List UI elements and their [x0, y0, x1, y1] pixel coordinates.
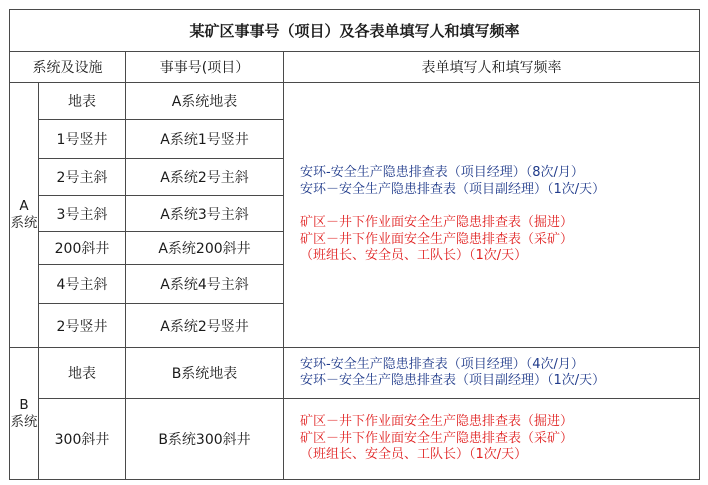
facility-cell: 4号主斜 [39, 265, 126, 304]
item-cell: A系统200斜井 [126, 232, 284, 265]
item-cell: A系统4号主斜 [126, 265, 284, 304]
desc-line: 安环-安全生产隐患排查表（项目经理）（8次/月） [300, 165, 584, 181]
desc-line: （班组长、安全员、工队长）（1次/天） [300, 447, 528, 463]
system-label-letter: B [19, 396, 29, 413]
frequency-table [9, 9, 700, 480]
facility-cell: 300斜井 [39, 399, 126, 480]
facility-cell: 地表 [39, 348, 126, 399]
desc-line: 矿区－井下作业面安全生产隐患排查表（采矿） [300, 231, 574, 247]
desc-line: 安环－安全生产隐患排查表（项目副经理）（1次/天） [300, 373, 606, 388]
system-a-description [284, 83, 700, 348]
table-row [10, 348, 700, 399]
desc-spacer [300, 198, 699, 215]
system-b-description-surface [284, 348, 700, 399]
desc-line: 矿区－井下作业面安全生产隐患排查表（掘进） [300, 414, 574, 430]
desc-line: 矿区－井下作业面安全生产隐患排查表（采矿） [300, 430, 574, 446]
system-label-text: 系统 [10, 215, 38, 231]
system-label-text: 系统 [10, 413, 38, 430]
item-cell: A系统3号主斜 [126, 196, 284, 232]
system-b-label [10, 348, 39, 480]
system-label-letter: A [19, 198, 29, 214]
item-cell: A系统2号竖井 [126, 304, 284, 348]
header-filler-frequency: 表单填写人和填写频率 [284, 52, 700, 83]
facility-cell: 地表 [39, 83, 126, 120]
item-cell: B系统300斜井 [126, 399, 284, 480]
item-cell: B系统地表 [126, 348, 284, 399]
item-cell: A系统2号主斜 [126, 159, 284, 196]
header-item: 事事号(项目） [126, 52, 284, 83]
desc-line: 矿区－井下作业面安全生产隐患排查表（掘进） [300, 215, 574, 231]
table-row [10, 83, 700, 120]
facility-cell: 200斜井 [39, 232, 126, 265]
table-title: 某矿区事事号（项目）及各表单填写人和填写频率 [10, 10, 700, 52]
header-system: 系统及设施 [10, 52, 126, 83]
table-wrapper [9, 9, 700, 480]
facility-cell: 3号主斜 [39, 196, 126, 232]
facility-cell: 2号竖井 [39, 304, 126, 348]
table-row [10, 399, 700, 480]
item-cell: A系统地表 [126, 83, 284, 120]
desc-line: 安环-安全生产隐患排查表（项目经理）（4次/月） [300, 356, 584, 372]
desc-line: 安环－安全生产隐患排查表（项目副经理）（1次/天） [300, 181, 606, 197]
system-a-label [10, 83, 39, 348]
facility-cell: 2号主斜 [39, 159, 126, 196]
facility-cell: 1号竖井 [39, 120, 126, 159]
system-b-description-shaft [284, 399, 700, 480]
item-cell: A系统1号竖井 [126, 120, 284, 159]
desc-line: （班组长、安全员、工队长）（1次/天） [300, 248, 528, 264]
